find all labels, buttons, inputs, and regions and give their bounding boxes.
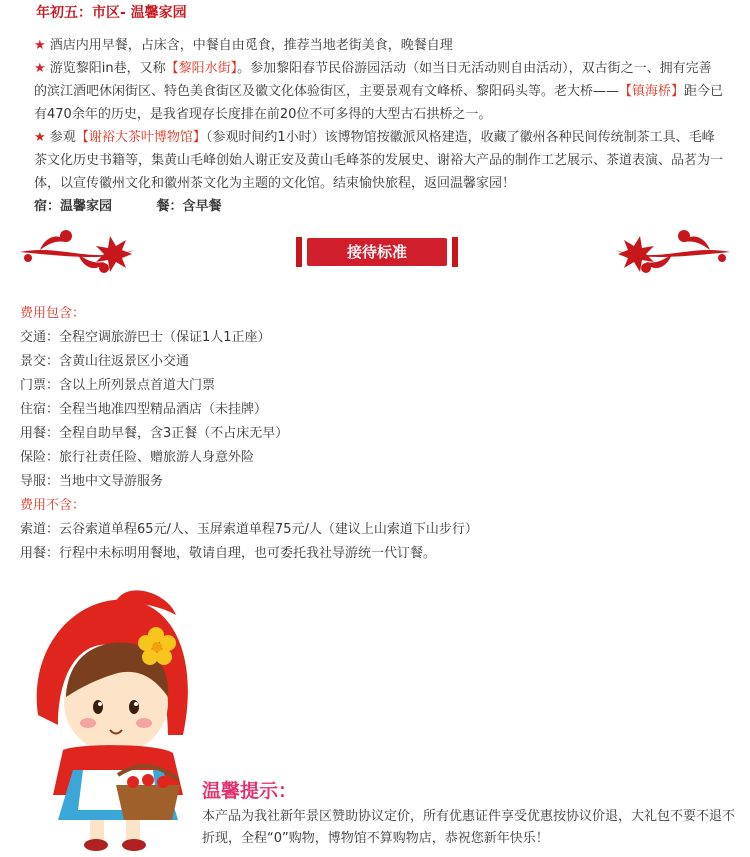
floral-ornament-right-icon	[615, 230, 730, 273]
highlight-attraction: 【镇海桥】	[619, 84, 685, 99]
warm-tip-text: 本产品为我社新年景区赞助协议定价，所有优惠证件享受优惠按协议价退，大礼包不要不退不折现，全程“0”购物，博物馆不算购物店，恭祝您新年快乐！	[202, 809, 736, 846]
day-title: 年初五：市区- 温馨家园	[36, 5, 187, 21]
excluded-heading: 费用不含：	[20, 498, 86, 513]
itinerary-text: 酒店内用早餐，占床含，中餐自由觅食，推荐当地老街美食，晚餐自理	[49, 38, 453, 53]
warm-tip-title: 温馨提示：	[202, 780, 298, 802]
meal-info: 餐：含早餐	[156, 199, 222, 214]
cost-details	[20, 302, 730, 566]
section-title-badge: 接待标准	[307, 238, 447, 266]
itinerary-item	[34, 126, 724, 195]
itinerary-text: 距今已有470余年的历史，是我省现存长度排在前20位不可多得的大型古石拱桥之一。	[34, 84, 724, 122]
itinerary-text: 参观	[49, 130, 76, 145]
included-item: 交通：全程空调旅游巴士（保证1人1正座）	[20, 330, 271, 345]
itinerary-item	[34, 57, 724, 126]
included-item: 住宿：全程当地准四型精品酒店（未挂牌）	[20, 402, 268, 417]
included-item: 门票：含以上所列景点首道大门票	[20, 378, 216, 393]
star-icon: ★	[34, 38, 46, 53]
star-icon: ★	[34, 61, 46, 76]
stay-info: 宿：温馨家园	[34, 199, 113, 214]
excluded-item: 用餐：行程中未标明用餐地，敬请自理，也可委托我社导游统一代订餐。	[20, 546, 437, 561]
included-item: 保险：旅行社责任险、赠旅游人身意外险	[20, 450, 255, 465]
star-icon: ★	[34, 130, 46, 145]
included-heading: 费用包含：	[20, 306, 86, 321]
highlight-attraction: 【黎阳水街】	[165, 61, 238, 76]
itinerary-text: 。参加黎阳春节民俗游园活动（如当日无活动则自由活动），双古街之一、拥有完善的滨江酒吧休闲街区、特色美食街区及徽文化体验街区，主要景观有文峰桥、黎阳码头等。老大桥——	[34, 61, 712, 99]
badge-left-cap	[296, 237, 302, 267]
itinerary	[34, 34, 724, 218]
itinerary-item	[34, 34, 724, 57]
highlight-attraction: 【谢裕大茶叶博物馆】	[75, 130, 206, 145]
red-riding-hood-illustration	[18, 585, 203, 855]
included-item: 用餐：全程自助早餐，含3正餐（不占床无早）	[20, 426, 289, 441]
included-item: 景交：含黄山往返景区小交通	[20, 354, 190, 369]
floral-ornament-left-icon	[20, 230, 135, 273]
badge-right-cap	[452, 237, 458, 267]
excluded-item: 索道：云谷索道单程65元/人、玉屏索道单程75元/人（建议上山索道下山步行）	[20, 522, 478, 537]
itinerary-text: 游览黎阳in巷，又称	[49, 61, 166, 76]
included-item: 导服：当地中文导游服务	[20, 474, 164, 489]
itinerary-text: （参观时间约1小时）该博物馆按徽派风格建造，收藏了徽州各种民间传统制茶工具、毛峰茶文化历史书籍等，集黄山毛峰创始人谢正安及黄山毛峰茶的发展史、谢裕大产品的制作工艺展示、茶道表演、品茗为一体，以宣传徽州文化和徽州茶文化为主题的文化馆。结束愉快旅程，返回温馨家园！	[34, 130, 724, 191]
